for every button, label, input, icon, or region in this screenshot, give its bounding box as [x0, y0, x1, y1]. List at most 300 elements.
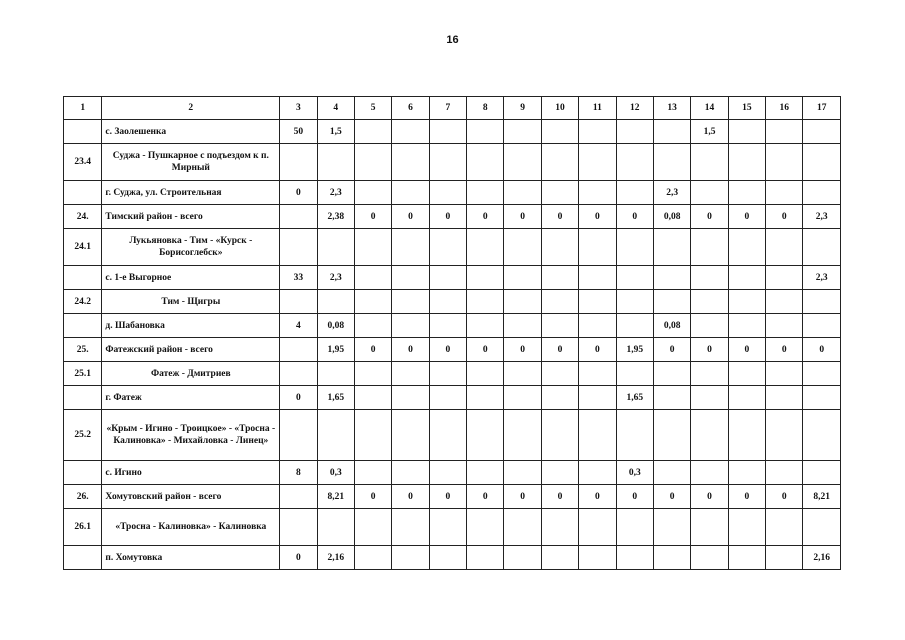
- table-row: [64, 362, 841, 386]
- row-number-cell: 25.2: [64, 410, 102, 461]
- row-name-cell: Фатежский район - всего: [102, 338, 280, 362]
- table-row: [64, 120, 841, 144]
- value-cell: [354, 410, 391, 461]
- value-cell: [429, 229, 466, 266]
- value-cell: [504, 410, 541, 461]
- value-cell: 0: [541, 485, 578, 509]
- value-cell: [728, 181, 765, 205]
- value-cell: [392, 461, 429, 485]
- value-cell: [766, 362, 803, 386]
- value-cell: [429, 266, 466, 290]
- row-name-cell: с. Игино: [102, 461, 280, 485]
- row-name-cell: г. Суджа, ул. Строительная: [102, 181, 280, 205]
- value-cell: [467, 290, 504, 314]
- row-name-cell: Хомутовский район - всего: [102, 485, 280, 509]
- value-cell: 0: [504, 338, 541, 362]
- value-cell: [653, 290, 690, 314]
- value-cell: 0: [429, 485, 466, 509]
- value-cell: [317, 410, 354, 461]
- value-cell: [766, 290, 803, 314]
- value-cell: [803, 181, 841, 205]
- value-cell: [691, 386, 728, 410]
- table-row: [64, 386, 841, 410]
- value-cell: [579, 229, 616, 266]
- value-cell: [653, 266, 690, 290]
- value-cell: [354, 144, 391, 181]
- row-name-cell: с. 1-е Выгорное: [102, 266, 280, 290]
- value-cell: 0: [653, 338, 690, 362]
- value-cell: [429, 181, 466, 205]
- value-cell: [280, 410, 317, 461]
- header-cell: 10: [541, 97, 578, 120]
- value-cell: [728, 386, 765, 410]
- value-cell: [616, 290, 653, 314]
- value-cell: [579, 266, 616, 290]
- value-cell: [392, 386, 429, 410]
- value-cell: 0: [504, 485, 541, 509]
- value-cell: 0: [579, 338, 616, 362]
- value-cell: [616, 120, 653, 144]
- row-name-cell: г. Фатеж: [102, 386, 280, 410]
- value-cell: [803, 120, 841, 144]
- value-cell: [579, 509, 616, 546]
- row-number-cell: [64, 461, 102, 485]
- value-cell: [653, 229, 690, 266]
- value-cell: 2,16: [803, 546, 841, 570]
- value-cell: 0: [429, 338, 466, 362]
- table-row: [64, 314, 841, 338]
- value-cell: [653, 546, 690, 570]
- value-cell: [766, 266, 803, 290]
- value-cell: [803, 314, 841, 338]
- value-cell: [541, 120, 578, 144]
- row-number-cell: [64, 386, 102, 410]
- value-cell: [504, 461, 541, 485]
- value-cell: [616, 509, 653, 546]
- header-row: [64, 97, 841, 120]
- value-cell: [317, 144, 354, 181]
- value-cell: [354, 461, 391, 485]
- value-cell: [354, 362, 391, 386]
- row-number-cell: 24.2: [64, 290, 102, 314]
- value-cell: [392, 362, 429, 386]
- value-cell: [354, 120, 391, 144]
- header-cell: 12: [616, 97, 653, 120]
- value-cell: [766, 546, 803, 570]
- value-cell: 0: [354, 485, 391, 509]
- value-cell: [541, 229, 578, 266]
- value-cell: [541, 509, 578, 546]
- value-cell: 0,08: [653, 205, 690, 229]
- value-cell: [354, 386, 391, 410]
- value-cell: [653, 509, 690, 546]
- value-cell: 0: [467, 205, 504, 229]
- value-cell: [691, 314, 728, 338]
- value-cell: [579, 362, 616, 386]
- value-cell: 0,08: [317, 314, 354, 338]
- value-cell: [766, 386, 803, 410]
- value-cell: [467, 461, 504, 485]
- value-cell: [429, 290, 466, 314]
- value-cell: [616, 546, 653, 570]
- value-cell: 0: [354, 338, 391, 362]
- value-cell: 2,3: [803, 266, 841, 290]
- value-cell: [280, 229, 317, 266]
- value-cell: 0: [541, 205, 578, 229]
- value-cell: [541, 266, 578, 290]
- value-cell: [504, 229, 541, 266]
- value-cell: [354, 314, 391, 338]
- value-cell: 0: [728, 205, 765, 229]
- value-cell: [280, 338, 317, 362]
- value-cell: 1,65: [317, 386, 354, 410]
- value-cell: [766, 229, 803, 266]
- value-cell: 0: [616, 485, 653, 509]
- value-cell: 0: [728, 485, 765, 509]
- value-cell: 0: [691, 485, 728, 509]
- value-cell: [653, 461, 690, 485]
- value-cell: [392, 546, 429, 570]
- value-cell: [280, 485, 317, 509]
- value-cell: [504, 290, 541, 314]
- value-cell: [579, 386, 616, 410]
- value-cell: 2,3: [317, 266, 354, 290]
- value-cell: [467, 266, 504, 290]
- value-cell: [728, 229, 765, 266]
- value-cell: [691, 362, 728, 386]
- value-cell: [504, 144, 541, 181]
- value-cell: [616, 410, 653, 461]
- table-row: [64, 509, 841, 546]
- value-cell: 4: [280, 314, 317, 338]
- value-cell: 0: [467, 485, 504, 509]
- table-row: [64, 410, 841, 461]
- row-number-cell: 26.1: [64, 509, 102, 546]
- value-cell: [541, 410, 578, 461]
- value-cell: 0: [766, 485, 803, 509]
- value-cell: 0: [354, 205, 391, 229]
- table-row: [64, 338, 841, 362]
- value-cell: 1,95: [616, 338, 653, 362]
- value-cell: 0: [280, 181, 317, 205]
- value-cell: [766, 314, 803, 338]
- value-cell: 1,5: [691, 120, 728, 144]
- value-cell: [317, 229, 354, 266]
- value-cell: [429, 509, 466, 546]
- value-cell: [803, 290, 841, 314]
- value-cell: 0: [280, 386, 317, 410]
- row-name-cell: Лукьяновка - Тим - «Курск - Борисоглебск»: [102, 229, 280, 266]
- row-number-cell: [64, 314, 102, 338]
- value-cell: [803, 509, 841, 546]
- value-cell: 2,3: [653, 181, 690, 205]
- value-cell: [467, 181, 504, 205]
- value-cell: [803, 362, 841, 386]
- value-cell: [728, 314, 765, 338]
- header-cell: 16: [766, 97, 803, 120]
- value-cell: [691, 144, 728, 181]
- value-cell: [280, 205, 317, 229]
- value-cell: [691, 546, 728, 570]
- value-cell: [317, 290, 354, 314]
- value-cell: [504, 546, 541, 570]
- value-cell: 50: [280, 120, 317, 144]
- value-cell: 0: [541, 338, 578, 362]
- header-cell: 3: [280, 97, 317, 120]
- value-cell: [803, 410, 841, 461]
- header-cell: 9: [504, 97, 541, 120]
- row-name-cell: Тим - Щигры: [102, 290, 280, 314]
- value-cell: [280, 290, 317, 314]
- data-table: [63, 96, 841, 570]
- value-cell: [691, 266, 728, 290]
- table-row: [64, 461, 841, 485]
- row-name-cell: Фатеж - Дмитриев: [102, 362, 280, 386]
- value-cell: [504, 181, 541, 205]
- value-cell: [504, 314, 541, 338]
- value-cell: 0: [392, 205, 429, 229]
- value-cell: [392, 181, 429, 205]
- value-cell: [541, 144, 578, 181]
- value-cell: 0: [691, 338, 728, 362]
- value-cell: [579, 120, 616, 144]
- value-cell: [429, 144, 466, 181]
- value-cell: 0,08: [653, 314, 690, 338]
- value-cell: [354, 509, 391, 546]
- value-cell: [429, 362, 466, 386]
- value-cell: [691, 229, 728, 266]
- header-cell: 1: [64, 97, 102, 120]
- value-cell: [728, 120, 765, 144]
- value-cell: [691, 509, 728, 546]
- value-cell: [467, 410, 504, 461]
- header-cell: 13: [653, 97, 690, 120]
- value-cell: [766, 410, 803, 461]
- value-cell: 2,16: [317, 546, 354, 570]
- value-cell: [280, 509, 317, 546]
- value-cell: [429, 386, 466, 410]
- value-cell: 0: [766, 205, 803, 229]
- value-cell: [541, 314, 578, 338]
- value-cell: [280, 144, 317, 181]
- value-cell: [467, 144, 504, 181]
- value-cell: [616, 266, 653, 290]
- header-cell: 14: [691, 97, 728, 120]
- value-cell: [392, 229, 429, 266]
- value-cell: [579, 546, 616, 570]
- table-row: [64, 485, 841, 509]
- header-cell: 11: [579, 97, 616, 120]
- value-cell: [354, 546, 391, 570]
- header-cell: 17: [803, 97, 841, 120]
- value-cell: 2,3: [317, 181, 354, 205]
- value-cell: 0: [392, 338, 429, 362]
- value-cell: 2,3: [803, 205, 841, 229]
- row-name-cell: с. Заолешенка: [102, 120, 280, 144]
- value-cell: [803, 229, 841, 266]
- value-cell: [504, 120, 541, 144]
- value-cell: [392, 120, 429, 144]
- value-cell: [317, 509, 354, 546]
- value-cell: [579, 461, 616, 485]
- header-cell: 2: [102, 97, 280, 120]
- page-number: 16: [446, 34, 459, 46]
- value-cell: [653, 386, 690, 410]
- value-cell: [728, 509, 765, 546]
- value-cell: [429, 410, 466, 461]
- value-cell: [803, 386, 841, 410]
- row-number-cell: 25.: [64, 338, 102, 362]
- value-cell: [467, 120, 504, 144]
- header-cell: 6: [392, 97, 429, 120]
- value-cell: [504, 362, 541, 386]
- value-cell: [766, 120, 803, 144]
- value-cell: [579, 181, 616, 205]
- row-name-cell: «Тросна - Калиновка» - Калиновка: [102, 509, 280, 546]
- header-cell: 7: [429, 97, 466, 120]
- value-cell: 0: [616, 205, 653, 229]
- value-cell: [467, 362, 504, 386]
- value-cell: [541, 546, 578, 570]
- value-cell: [728, 546, 765, 570]
- value-cell: 2,38: [317, 205, 354, 229]
- value-cell: [653, 362, 690, 386]
- value-cell: [579, 144, 616, 181]
- value-cell: [467, 509, 504, 546]
- value-cell: [691, 290, 728, 314]
- value-cell: 0: [766, 338, 803, 362]
- table-row: [64, 546, 841, 570]
- value-cell: 1,5: [317, 120, 354, 144]
- table-row: [64, 144, 841, 181]
- value-cell: [541, 461, 578, 485]
- value-cell: [467, 546, 504, 570]
- value-cell: [392, 144, 429, 181]
- value-cell: [728, 362, 765, 386]
- value-cell: 1,95: [317, 338, 354, 362]
- value-cell: [803, 144, 841, 181]
- value-cell: [504, 266, 541, 290]
- value-cell: [691, 181, 728, 205]
- value-cell: 0: [392, 485, 429, 509]
- value-cell: [653, 144, 690, 181]
- value-cell: [541, 290, 578, 314]
- row-name-cell: д. Шабановка: [102, 314, 280, 338]
- value-cell: 0: [280, 546, 317, 570]
- value-cell: [467, 386, 504, 410]
- value-cell: [392, 314, 429, 338]
- value-cell: [766, 144, 803, 181]
- value-cell: 0: [691, 205, 728, 229]
- value-cell: [541, 181, 578, 205]
- value-cell: [616, 362, 653, 386]
- value-cell: [317, 362, 354, 386]
- value-cell: 0: [579, 205, 616, 229]
- row-number-cell: 24.1: [64, 229, 102, 266]
- value-cell: [728, 266, 765, 290]
- value-cell: 0: [653, 485, 690, 509]
- value-cell: [616, 144, 653, 181]
- value-cell: 8,21: [317, 485, 354, 509]
- value-cell: [616, 314, 653, 338]
- value-cell: [579, 410, 616, 461]
- value-cell: 0,3: [317, 461, 354, 485]
- header-cell: 5: [354, 97, 391, 120]
- value-cell: [579, 290, 616, 314]
- table-row: [64, 229, 841, 266]
- value-cell: [653, 410, 690, 461]
- value-cell: [766, 509, 803, 546]
- table-row: [64, 290, 841, 314]
- value-cell: 0: [579, 485, 616, 509]
- value-cell: [354, 181, 391, 205]
- value-cell: 8,21: [803, 485, 841, 509]
- value-cell: [766, 181, 803, 205]
- table-body: [64, 97, 841, 570]
- row-number-cell: 25.1: [64, 362, 102, 386]
- value-cell: [467, 229, 504, 266]
- value-cell: [728, 410, 765, 461]
- value-cell: [616, 181, 653, 205]
- row-number-cell: [64, 266, 102, 290]
- table-row: [64, 181, 841, 205]
- value-cell: 0,3: [616, 461, 653, 485]
- value-cell: 8: [280, 461, 317, 485]
- value-cell: [579, 314, 616, 338]
- value-cell: [429, 546, 466, 570]
- value-cell: [392, 266, 429, 290]
- value-cell: [354, 266, 391, 290]
- header-cell: 4: [317, 97, 354, 120]
- value-cell: [541, 386, 578, 410]
- value-cell: [429, 120, 466, 144]
- value-cell: [392, 509, 429, 546]
- value-cell: [728, 144, 765, 181]
- value-cell: [728, 290, 765, 314]
- value-cell: 0: [429, 205, 466, 229]
- row-number-cell: [64, 546, 102, 570]
- value-cell: [429, 314, 466, 338]
- value-cell: 1,65: [616, 386, 653, 410]
- value-cell: [691, 461, 728, 485]
- value-cell: [504, 386, 541, 410]
- value-cell: [354, 290, 391, 314]
- value-cell: 0: [728, 338, 765, 362]
- value-cell: [504, 509, 541, 546]
- value-cell: [467, 314, 504, 338]
- row-name-cell: Тимский район - всего: [102, 205, 280, 229]
- table-row: [64, 205, 841, 229]
- row-number-cell: [64, 120, 102, 144]
- value-cell: [392, 410, 429, 461]
- row-name-cell: Суджа - Пушкарное с подъездом к п. Мирный: [102, 144, 280, 181]
- value-cell: 0: [803, 338, 841, 362]
- value-cell: [280, 362, 317, 386]
- value-cell: [728, 461, 765, 485]
- value-cell: 0: [467, 338, 504, 362]
- value-cell: 0: [504, 205, 541, 229]
- row-number-cell: [64, 181, 102, 205]
- value-cell: [691, 410, 728, 461]
- header-cell: 15: [728, 97, 765, 120]
- value-cell: 33: [280, 266, 317, 290]
- value-cell: [766, 461, 803, 485]
- row-name-cell: п. Хомутовка: [102, 546, 280, 570]
- row-name-cell: «Крым - Игино - Троицкое» - «Тросна - Калиновка» - Михайловка - Линец»: [102, 410, 280, 461]
- value-cell: [616, 229, 653, 266]
- header-cell: 8: [467, 97, 504, 120]
- value-cell: [392, 290, 429, 314]
